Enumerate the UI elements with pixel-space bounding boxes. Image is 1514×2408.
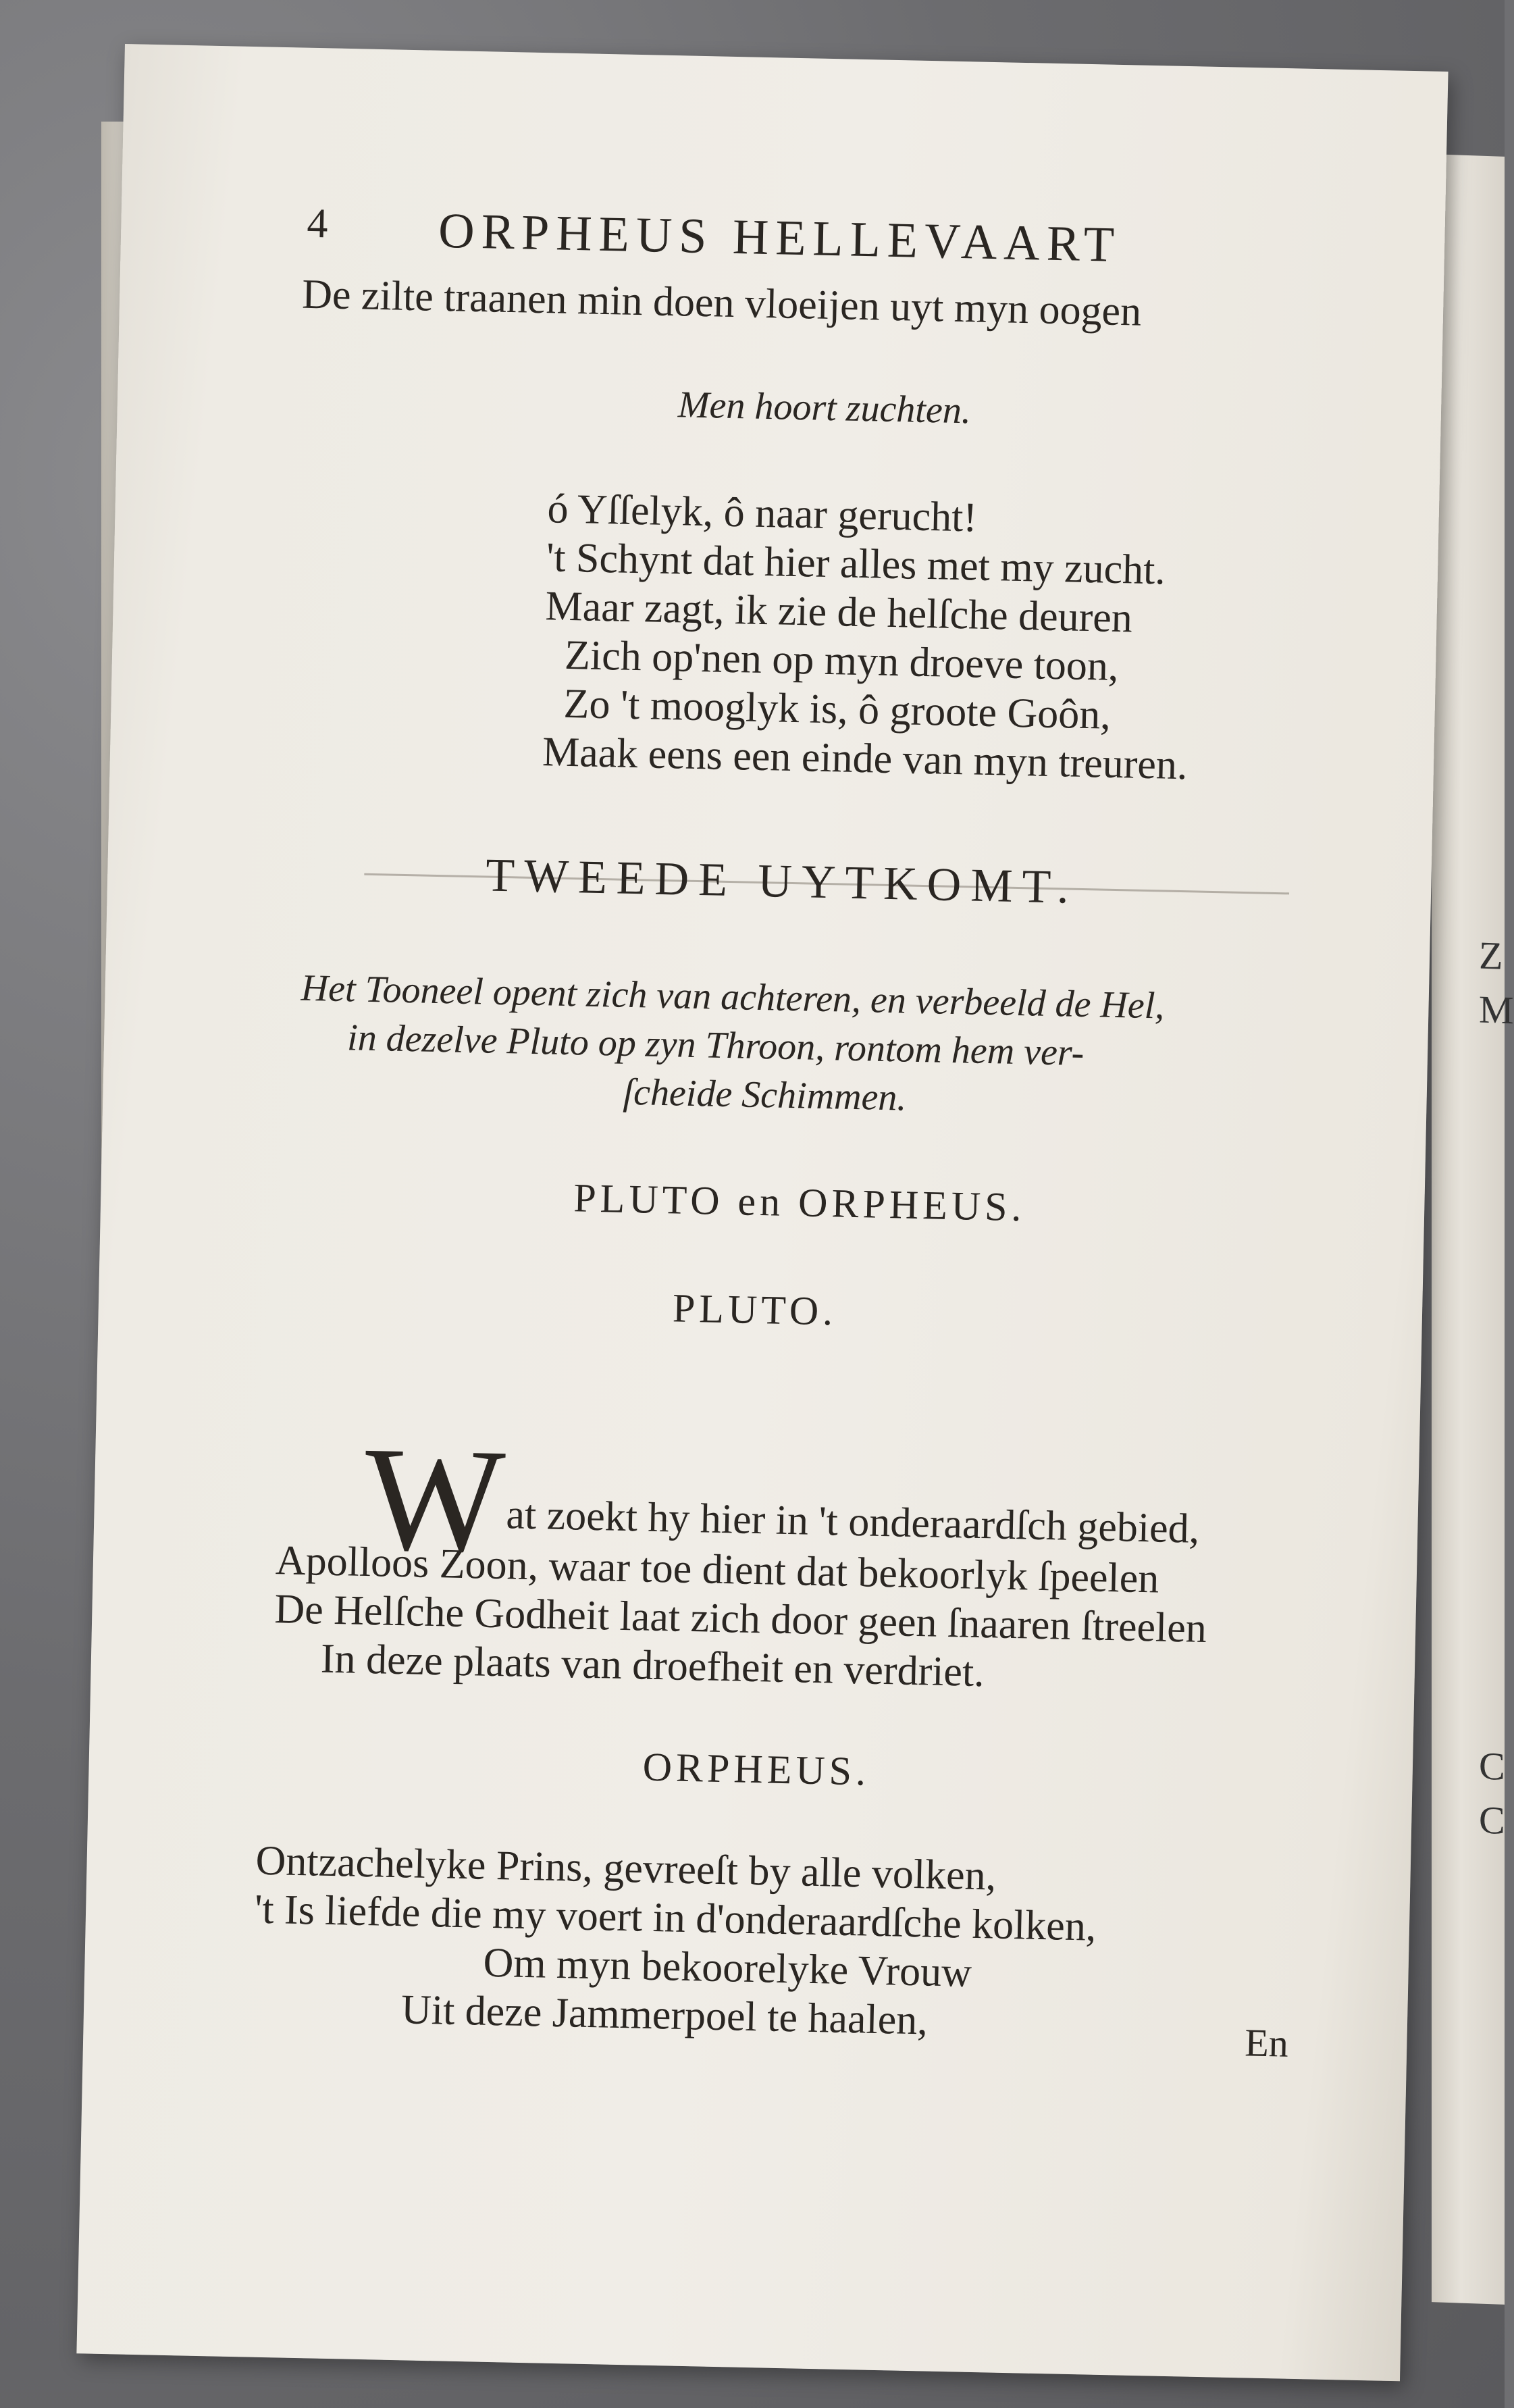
stage-direction: Men hoort zuchten. <box>677 384 972 432</box>
facing-letter: Z <box>1479 933 1503 978</box>
stage-direction: in dezelve Pluto op zyn Throon, rontom hem ver- <box>346 1017 1085 1075</box>
page-number: 4 <box>306 200 329 247</box>
speaker-name: ORPHEUS. <box>642 1744 870 1794</box>
running-title: ORPHEUS HELLEVAART <box>438 203 1122 273</box>
verse-line: In deze plaats van droefheit en verdriet. <box>320 1635 985 1696</box>
verse-line: Om myn bekoorelyke Vrouw <box>482 1939 972 1996</box>
section-heading: TWEEDE UYTKOMT. <box>485 849 1079 914</box>
verse-line: ó Yſſelyk, ô naar gerucht! <box>547 486 978 541</box>
facing-page-edge <box>1432 154 1514 2305</box>
verse-line: Zich op'nen op myn droeve toon, <box>564 632 1120 690</box>
verse-line: Maak eens een einde van myn treuren. <box>542 729 1189 789</box>
facing-letter: M <box>1479 987 1514 1033</box>
facing-letter: C <box>1479 1743 1505 1789</box>
verse-line: De Helſche Godheit laat zich door geen ſnaaren ſtreelen <box>273 1586 1207 1652</box>
verse-line: 't Schynt dat hier alles met my zucht. <box>546 534 1166 594</box>
verse-line: Ontzachelyke Prins, gevreeſt by alle volken, <box>255 1837 997 1899</box>
verse-line: Apolloos Zoon, waar toe dient dat bekoorlyk ſpeelen <box>275 1537 1160 1602</box>
verse-line: 't Is liefde die my voert in d'onderaardſche kolken, <box>254 1886 1097 1950</box>
drop-cap: W <box>363 1415 507 1584</box>
facing-letter: C <box>1479 1797 1505 1843</box>
verse-line: Maar zagt, ik zie de helſche deuren <box>544 583 1133 642</box>
verse-line: at zoekt hy hier in 't onderaardſch gebied, <box>505 1491 1200 1552</box>
speaker-name: PLUTO. <box>672 1285 837 1334</box>
verse-line: Uit deze Jammerpoel te haalen, <box>400 1987 929 2044</box>
stage-direction: ſcheide Schimmen. <box>623 1071 908 1119</box>
verse-line: Zo 't mooglyk is, ô groote Goôn, <box>563 680 1112 738</box>
stage-direction: Het Tooneel opent zich van achteren, en verbeeld de Hel, <box>301 967 1165 1027</box>
verse-line: De zilte traanen min doen vloeijen uyt myn oogen <box>301 271 1142 335</box>
book-page <box>76 44 1448 2381</box>
characters-list: PLUTO en ORPHEUS. <box>573 1175 1026 1230</box>
catchword: En <box>1244 2020 1289 2066</box>
